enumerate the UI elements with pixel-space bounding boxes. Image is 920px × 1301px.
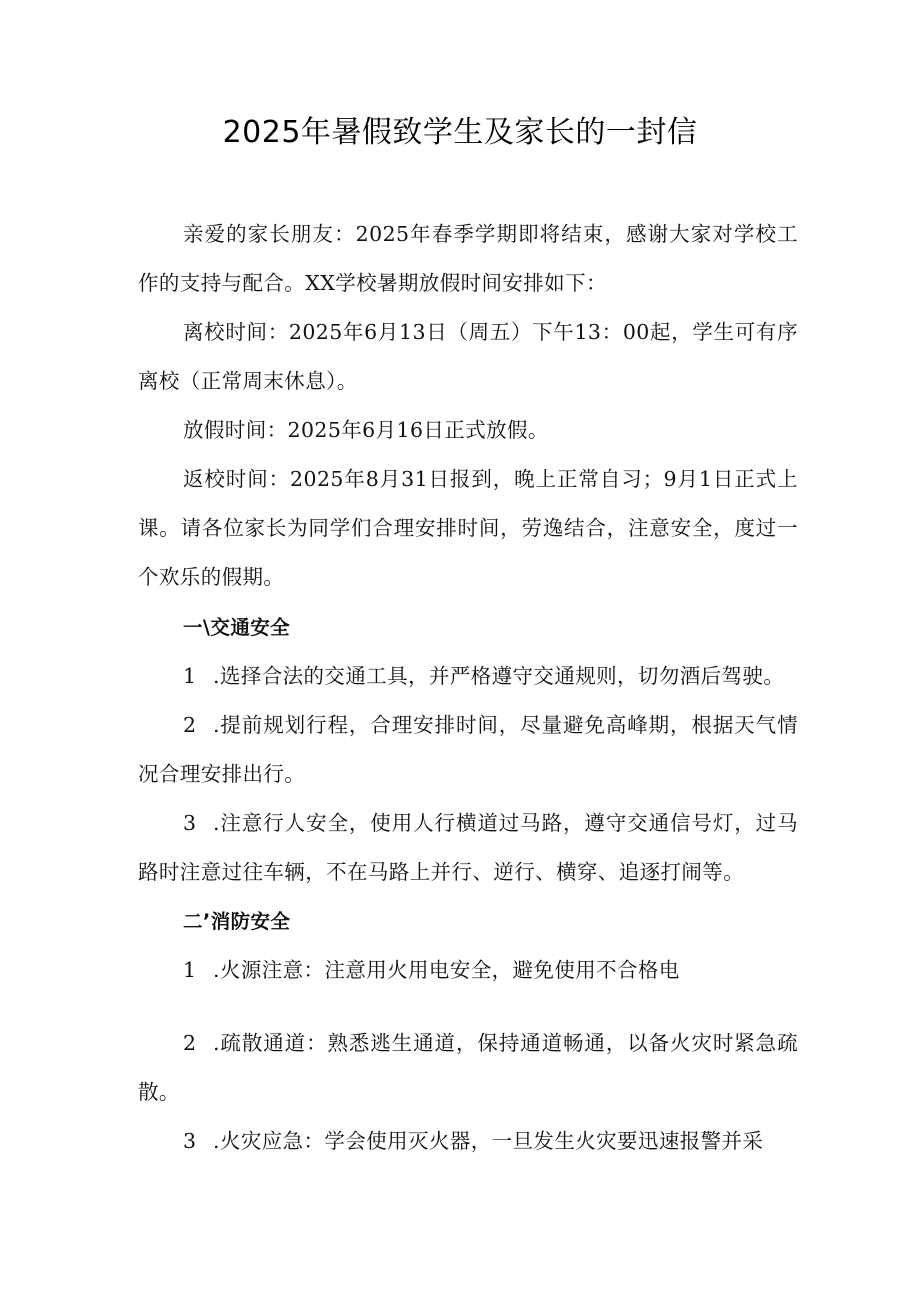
fire-item-3 [138,1117,798,1166]
item-text: .火灾应急：学会使用灭火器，一旦发生火灾要迅速报警并采 [213,1129,764,1153]
item-text: .疏散通道：熟悉逃生通道，保持通道畅通，以备火灾时紧急疏散。 [138,1031,798,1104]
section-heading-fire-safety: 二’消防安全 [183,910,291,933]
holiday-start-paragraph: 放假时间：2025年6月16日正式放假。 [183,418,549,442]
leave-school-paragraph: 离校时间：2025年6月13日（周五）下午13：00起，学生可有序离校（正常周末休息）。 [138,320,798,393]
item-text: .火源注意：注意用火用电安全，避免使用不合格电 [213,958,680,982]
fire-item-2 [138,1019,798,1117]
traffic-item-2 [138,701,798,799]
item-text: .提前规划行程，合理安排时间，尽量避免高峰期，根据天气情况合理安排出行。 [138,713,798,786]
greeting-paragraph: 亲爱的家长朋友：2025年春季学期即将结束，感谢大家对学校工作的支持与配合。XX学校暑期放假时间安排如下： [138,222,798,295]
traffic-item-3 [138,799,798,897]
fire-item-1 [138,946,798,995]
section-heading-traffic-safety: 一\交通安全 [183,616,291,639]
traffic-item-1 [138,652,798,701]
item-number: 2 [183,1031,197,1055]
document-title: 2025年暑假致学生及家长的一封信 [222,115,698,150]
item-number: 3 [183,1129,197,1153]
item-number: 2 [183,713,197,737]
item-text: .注意行人安全，使用人行横道过马路，遵守交通信号灯，过马路时注意过往车辆，不在马路上并行、逆行、横穿、追逐打闹等。 [138,811,798,884]
item-number: 3 [183,811,197,835]
item-number: 1 [183,664,197,688]
item-number: 1 [183,958,197,982]
item-text: .选择合法的交通工具，并严格遵守交通规则，切勿酒后驾驶。 [213,664,785,688]
return-school-paragraph: 返校时间：2025年8月31日报到，晚上正常自习；9月1日正式上课。请各位家长为同学们合理安排时间，劳逸结合，注意安全，度过一个欢乐的假期。 [138,467,798,589]
